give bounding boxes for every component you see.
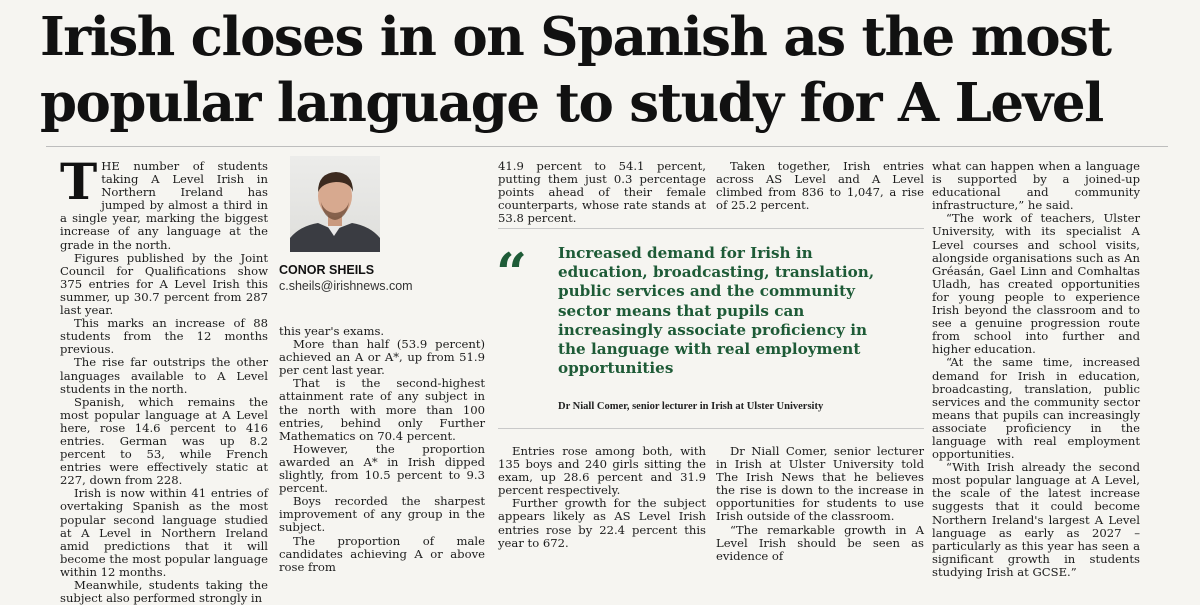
paragraph: this year's exams.: [279, 324, 385, 338]
pull-quote-top-rule: [498, 228, 924, 229]
article-column-5: [932, 159, 1140, 579]
article-column-2: [279, 324, 485, 574]
paragraph: The proportion of male candidates achieving A or above rose from: [279, 533, 485, 574]
paragraph: The rise far outstrips the other languages available to A Level students in the north.: [60, 355, 268, 396]
intro-paragraph: [60, 152, 268, 252]
byline-email: c.sheils@irishnews.com: [279, 279, 413, 293]
paragraph: This marks an increase of 88 students from the 12 months previous.: [60, 316, 268, 357]
paragraph: “With Irish already the second most popular language at A Level, the scale of the latest increase suggests that it could become Northern Ireland's largest A Level language as early as 2027 – particularly as this year has seen a significant growth in students studying Irish at GCSE.”: [932, 460, 1140, 579]
pull-quote-attribution: Dr Niall Comer, senior lecturer in Irish at Ulster University: [558, 401, 824, 412]
pull-quote-bottom-rule: [498, 428, 924, 429]
paragraph: Taken together, Irish entries across AS Level and A Level climbed from 836 to 1,047, a rise of 25.2 percent.: [716, 159, 924, 213]
quote-mark-icon: “: [496, 241, 528, 305]
paragraph: Further growth for the subject appears likely as AS Level Irish entries rose by 22.4 percent this year to 672.: [498, 496, 706, 550]
paragraph: Dr Niall Comer, senior lecturer in Irish at Ulster University told The Irish News that he believes the rise is down to the increase in opportunities for students to use Irish outside of the classroom.: [716, 444, 924, 524]
article-column-3-top: [498, 159, 706, 226]
paragraph: “At the same time, increased demand for Irish in education, broadcasting, translation, public services and the community sector means that pupils can increasingly associate proficiency in the language with real employment opportunities.: [932, 355, 1140, 462]
drop-cap: T: [60, 152, 98, 211]
article-column-4-top: [716, 160, 924, 220]
pull-quote-text: Increased demand for Irish in education, broadcasting, translation, public services and the community sector means that pupils can increasingly associate proficiency in the language with real employment opportunities: [558, 244, 875, 378]
paragraph: what can happen when a language is supported by a joined-up educational and community infrastructure,” he said.: [932, 159, 1140, 213]
paragraph: “The remarkable growth in A Level Irish should be seen as evidence of: [716, 522, 924, 563]
paragraph: That is the second-highest attainment rate of any subject in the north with more than 100 entries, behind only Further Mathematics on 70.4 percent.: [279, 376, 485, 443]
intro-text: HE number of students taking A Level Irish in Northern Ireland has jumped by almost a third in a single year, marking the biggest increase of any language at the grade in the north.: [60, 159, 268, 252]
byline-name: CONOR SHEILS: [279, 263, 375, 277]
headline-line-2: popular language to study for A Level: [40, 72, 1103, 134]
paragraph: Spanish, which remains the most popular language at A Level here, rose 14.6 percent to 416 entries. German was up 8.2 percent to 53, while French entries were effectively static at 227, down from 228.: [60, 394, 268, 488]
paragraph: 41.9 percent to 54.1 percent, putting them just 0.3 percentage points ahead of their female counterparts, whose rate stands at 53.8 percent.: [498, 159, 706, 226]
article-column-3-bottom: [498, 445, 706, 565]
author-photo: [290, 156, 380, 252]
author-portrait-icon: [290, 156, 380, 252]
article-column-4-bottom: [716, 445, 924, 565]
article-column-1: [60, 152, 268, 605]
paragraph: Entries rose among both, with 135 boys and 240 girls sitting the exam, up 28.6 percent and 31.9 percent respectively.: [498, 444, 706, 498]
paragraph: However, the proportion awarded an A* in Irish dipped slightly, from 10.5 percent to 9.3 percent.: [279, 441, 485, 496]
paragraph: More than half (53.9 percent) achieved an A or A*, up from 51.9 per cent last year.: [279, 337, 485, 378]
paragraph: Boys recorded the sharpest improvement of any group in the subject.: [279, 494, 485, 535]
headline-line-1: Irish closes in on Spanish as the most: [40, 6, 1111, 68]
paragraph: Irish is now within 41 entries of overtaking Spanish as the most popular second language studied at A Level in Northern Ireland amid predictions that it will become the most popular language within 12 months.: [60, 486, 268, 579]
paragraph: Figures published by the Joint Council for Qualifications show 375 entries for A Level Irish this summer, up 30.7 percent from 287 last year.: [60, 250, 268, 318]
headline: [40, 4, 1180, 136]
paragraph: Meanwhile, students taking the subject also performed strongly in: [60, 578, 268, 605]
headline-divider: [46, 146, 1168, 147]
paragraph: “The work of teachers, Ulster University, with its specialist A Level courses and school visits, alongside organisations such as An Gréasán, Gael Linn and Comhaltas Uladh, has created opportunities for young people to experience Irish beyond the classroom and to see a genuine progression route from school into further and higher education.: [932, 211, 1140, 357]
